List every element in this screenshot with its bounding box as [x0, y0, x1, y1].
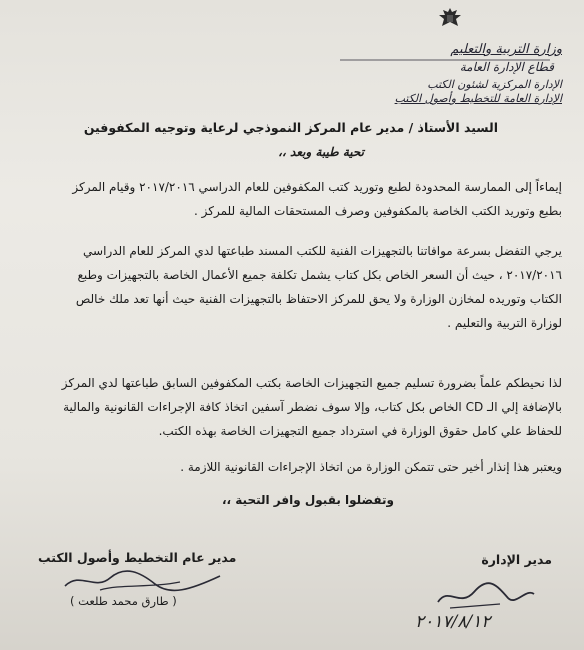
body-line: إيماءاً إلى الممارسة المحدودة لطبع وتوريد كتب المكفوفين للعام الدراسي ٢٠١٧/٢٠١٦ وقيام المركز — [72, 180, 562, 194]
left-signature-scribble — [60, 566, 230, 596]
body-line: بالإضافة إلي الـ CD الخاص بكل كتاب، وإلا سوف نضطر آسفين اتخاذ كافة الإجراءات القانونية والمالية — [63, 400, 562, 414]
body-line: لذا نحيطكم علماً بضرورة تسليم جميع التجهيزات الخاصة بكتب المكفوفين السابق طباعتها لدي المركز — [61, 376, 562, 390]
eagle-emblem-icon — [437, 6, 463, 30]
addressee-line: السيد الأستاذ / مدير عام المركز النموذجي لرعاية وتوجيه المكفوفين — [83, 120, 498, 135]
body-line: بطبع وتوريد الكتب الخاصة بالمكفوفين وصرف المستحقات المالية للمركز . — [193, 204, 562, 218]
body-line: للحفاظ علي كامل حقوق الوزارة في استرداد جميع التجهيزات الخاصة بهذه الكتب. — [158, 424, 562, 438]
body-line: الكتاب وتوريده لمخازن الوزارة ولا يحق للمركز الاحتفاظ بالتجهيزات الفنية حيث أنها تعد ملك خالص — [75, 292, 562, 306]
sector-name: قطاع الإدارة العامة — [459, 60, 554, 74]
body-line: ويعتبر هذا إنذار أخير حتى تتمكن الوزارة من اتخاذ الإجراءات القانونية اللازمة . — [180, 460, 562, 474]
body-line: يرجي التفضل بسرعة موافاتنا بالتجهيزات الفنية للكتب المسند طباعتها لدي المركز للعام الدراسي — [83, 244, 562, 258]
left-signatory-name: ( طارق محمد طلعت ) — [70, 594, 177, 608]
right-signatory-title: مدير الإدارة — [481, 552, 552, 567]
body-line: ٢٠١٧/٢٠١٦ ، حيث أن السعر الخاص بكل كتاب يشمل تكلفة جميع الأعمال الخاصة بالتجهيزات وطبع — [77, 268, 562, 282]
closing-line: وتفضلوا بقبول وافر التحية ،، — [221, 493, 394, 507]
body-line: لوزارة التربية والتعليم . — [447, 316, 562, 330]
general-admin-name: الإدارة العامة للتخطيط وأصول الكتب — [394, 92, 562, 105]
ministry-name: وزارة التربية والتعليم — [450, 42, 562, 57]
central-admin-name: الإدارة المركزية لشئون الكتب — [427, 78, 562, 91]
right-signature-scribble — [430, 578, 540, 614]
greeting-line: تحية طيبة وبعد ،، — [278, 145, 364, 159]
signature-date: ٢٠١٧/٨/١٢ — [415, 612, 491, 632]
left-signatory-title: مدير عام التخطيط وأصول الكتب — [38, 550, 237, 565]
